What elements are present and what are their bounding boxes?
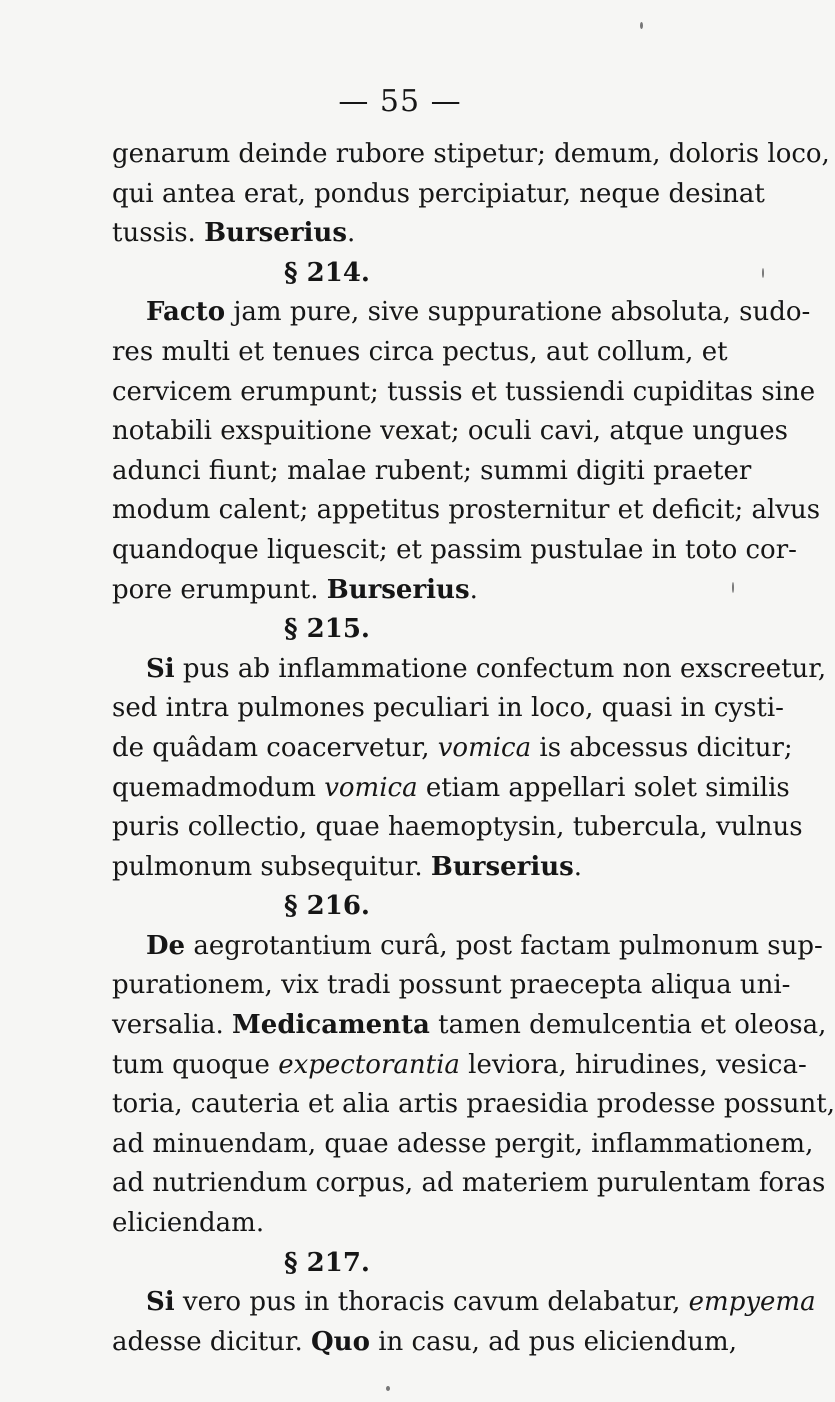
text-line: ad minuendam, quae adesse pergit, inflammationem, [112,1128,814,1159]
text-line: Si vero pus in thoracis cavum delabatur, empyema [146,1287,816,1318]
text-line: De aegrotantium curâ, post factam pulmonum sup- [146,930,823,961]
paper-speck [762,268,764,278]
text-line: sed intra pulmones peculiari in loco, quasi in cysti- [112,693,784,724]
paper-speck [386,1386,390,1391]
text-line: notabili exspuitione vexat; oculi cavi, atque ungues [112,416,788,447]
paragraph [112,1283,816,1362]
text-line: ad nutriendum corpus, ad materiem purulentam foras [112,1168,826,1199]
body-text [112,135,835,1362]
paper-speck [640,22,643,29]
paragraph [112,650,827,888]
text-line: eliciendam. [112,1208,265,1239]
text-line: puris collectio, quae haemoptysin, tubercula, vulnus [112,812,803,843]
text-line: modum calent; appetitus prosternitur et deficit; alvus [112,495,821,526]
paragraph [112,293,821,610]
paragraph [112,135,830,254]
text-line: quemadmodum vomica etiam appellari solet similis [112,772,790,803]
section-heading: § 217. [284,1247,370,1278]
text-line: adunci fiunt; malae rubent; summi digiti praeter [112,455,752,486]
text-line: Si pus ab inflammatione confectum non exscreetur, [146,653,827,684]
text-line: qui antea erat, pondus percipiatur, neque desinat [112,178,765,209]
text-line: adesse dicitur. Quo in casu, ad pus eliciendum, [112,1326,737,1357]
text-line: Facto jam pure, sive suppuratione absoluta, sudo- [146,297,811,328]
paper-speck [732,582,734,593]
text-line: pore erumpunt. Burserius. [112,574,478,605]
text-line: quandoque liquescit; et passim pustulae in toto cor- [112,534,797,565]
section-heading: § 216. [284,891,370,922]
text-line: cervicem erumpunt; tussis et tussiendi cupiditas sine [112,376,816,407]
paragraph [112,927,835,1244]
section-heading: § 214. [284,257,370,288]
text-line: tussis. Burserius. [112,218,356,249]
text-line: genarum deinde rubore stipetur; demum, doloris loco, [112,139,830,169]
text-line: de quâdam coacervetur, vomica is abcessus dicitur; [112,732,793,763]
text-line: versalia. Medicamenta tamen demulcentia et oleosa, [112,1010,827,1041]
page-number: — 55 — [338,84,462,119]
text-line: purationem, vix tradi possunt praecepta aliqua uni- [112,970,791,1001]
text-line: res multi et tenues circa pectus, aut collum, et [112,336,728,367]
text-line: tum quoque expectorantia leviora, hirudines, vesica- [112,1049,807,1080]
text-line: toria, cauteria et alia artis praesidia prodesse possunt, [112,1089,835,1120]
text-line: pulmonum subsequitur. Burserius. [112,851,583,882]
section-heading: § 215. [284,614,370,645]
